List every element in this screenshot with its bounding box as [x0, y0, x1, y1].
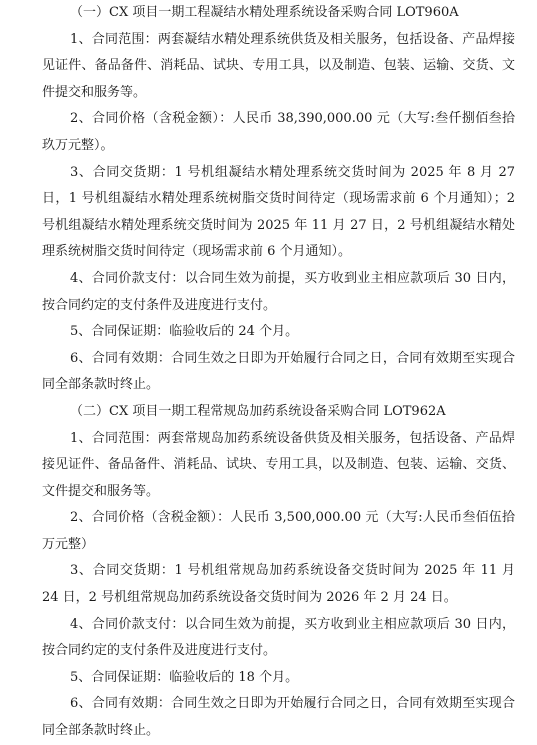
section-heading: （二）CX 项目一期工程常规岛加药系统设备采购合同 LOT962A: [70, 403, 446, 419]
section-lot962a: [42, 399, 515, 745]
clause-contract-scope: 1、合同范围：两套凝结水精处理系统供货及相关服务，包括设备、产品焊接见证件、备品备件、消耗品、试块、专用工具，以及制造、包装、运输、交货、文件提交和服务等。: [42, 31, 515, 100]
clause-contract-price: 2、合同价格（含税金额）：人民币 3,500,000.00 元（大写:人民币叁佰伍拾万元整）: [42, 510, 515, 552]
clause-warranty-period: 5、合同保证期：临验收后的 18 个月。: [70, 669, 299, 685]
clause-delivery-period: 3、合同交货期：1 号机组凝结水精处理系统交货时间为 2025 年 8 月 27 日，1 号机组凝结水精处理系统树脂交货时间待定（现场需求前 6 个月通知）；2 号机组凝结水精处理系统交货时间为 2025 年 11 月 27 日，2 号机组凝结水精处理系统树脂交货时间待定（现场需求前 6 个月通知）。: [42, 164, 515, 260]
clause-payment: 4、合同价款支付：以合同生效为前提，买方收到业主相应款项后 30 日内，按合同约定的支付条件及进度进行支付。: [42, 616, 515, 659]
clause-payment: 4、合同价款支付：以合同生效为前提，买方收到业主相应款项后 30 日内，按合同约定的支付条件及进度进行支付。: [42, 270, 515, 313]
clause-contract-scope: 1、合同范围：两套常规岛加药系统设备供货及相关服务，包括设备、产品焊接见证件、备品备件、消耗品、试块、专用工具，以及制造、包装、运输、交货、文件提交和服务等。: [42, 430, 515, 499]
clause-delivery-period: 3、合同交货期：1 号机组常规岛加药系统设备交货时间为 2025 年 11 月 24 日，2 号机组常规岛加药系统设备交货时间为 2026 年 2 月 24 日。: [42, 563, 515, 606]
clause-warranty-period: 5、合同保证期：临验收后的 24 个月。: [70, 324, 299, 340]
clause-validity-period: 6、合同有效期：合同生效之日即为开始履行合同之日，合同有效期至实现合同全部条款时终止。: [42, 350, 515, 393]
clause-validity-period: 6、合同有效期：合同生效之日即为开始履行合同之日，合同有效期至实现合同全部条款时终止。: [42, 696, 515, 739]
section-heading: （一）CX 项目一期工程凝结水精处理系统设备采购合同 LOT960A: [70, 5, 459, 20]
clause-contract-price: 2、合同价格（含税金额）：人民币 38,390,000.00 元（大写:叁仟捌佰叁拾玖万元整）。: [42, 111, 515, 153]
section-lot960a: [42, 0, 515, 399]
